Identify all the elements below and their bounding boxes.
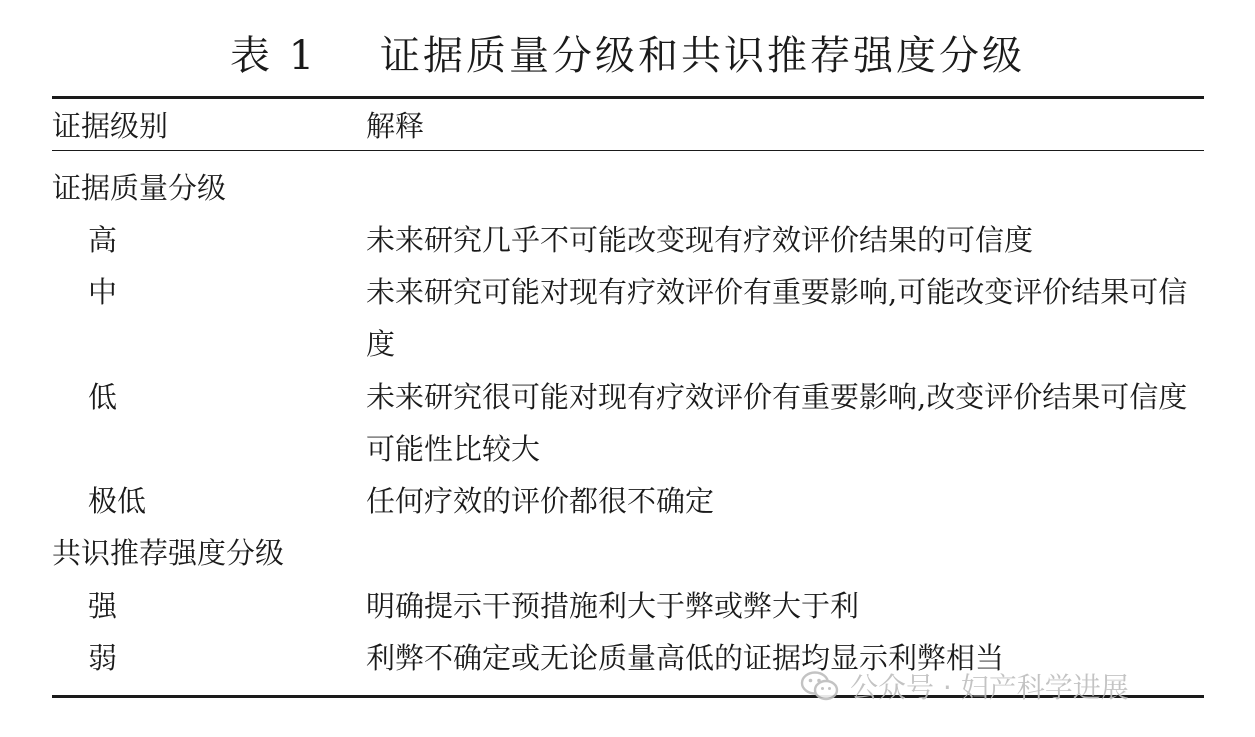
table-title: 表 1 证据质量分级和共识推荐强度分级 bbox=[229, 33, 1026, 79]
row-level: 中 bbox=[88, 275, 118, 309]
row-level: 极低 bbox=[88, 484, 147, 518]
section-heading-recommendation-strength: 共识推荐强度分级 bbox=[52, 536, 285, 570]
row-desc: 利弊不确定或无论质量高低的证据均显示利弊相当 bbox=[366, 641, 1005, 675]
wechat-icon bbox=[800, 670, 840, 702]
section-heading-evidence-quality: 证据质量分级 bbox=[52, 171, 227, 205]
row-level: 弱 bbox=[88, 641, 118, 675]
watermark-text: 公众号 · 妇产科学进展 bbox=[850, 671, 1129, 704]
row-desc: 任何疗效的评价都很不确定 bbox=[366, 484, 715, 518]
row-level: 强 bbox=[88, 589, 118, 623]
row-desc: 未来研究很可能对现有疗效评价有重要影响,改变评价结果可信度可能性比较大 bbox=[366, 380, 1188, 466]
table-top-rule bbox=[52, 96, 1204, 99]
table-header-rule bbox=[52, 150, 1204, 151]
row-level: 低 bbox=[88, 380, 118, 414]
row-desc: 未来研究几乎不可能改变现有疗效评价结果的可信度 bbox=[366, 223, 1034, 257]
header-explanation: 解释 bbox=[366, 109, 425, 143]
watermark bbox=[800, 664, 1129, 708]
row-desc: 明确提示干预措施利大于弊或弊大于利 bbox=[366, 589, 860, 623]
row-desc: 未来研究可能对现有疗效评价有重要影响,可能改变评价结果可信度 bbox=[366, 275, 1188, 361]
header-evidence-level: 证据级别 bbox=[52, 109, 169, 143]
row-level: 高 bbox=[88, 223, 118, 257]
